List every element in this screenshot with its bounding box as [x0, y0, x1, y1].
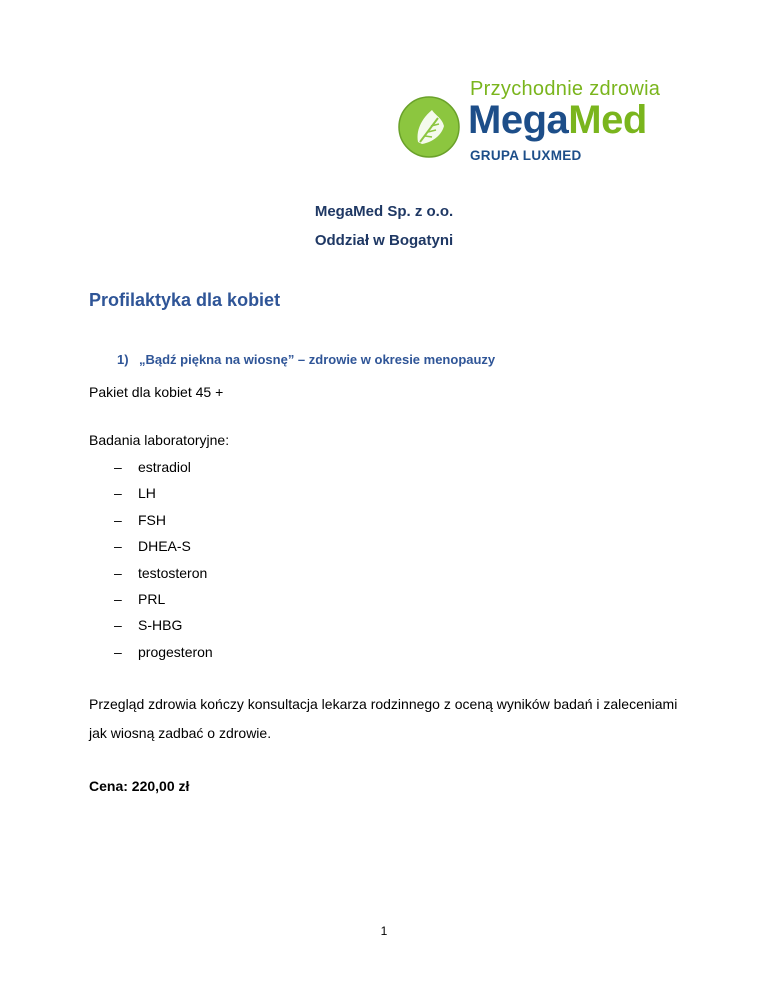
logo-brand [468, 96, 647, 144]
section-title: Profilaktyka dla kobiet [89, 290, 281, 310]
summary-paragraph: Przegląd zdrowia kończy konsultacja lekarza rodzinnego z oceną wyników badań i zaleceniami jak wiosną zadbać o zdrowie. [89, 696, 678, 741]
logo-group-name: GRUPA LUXMED [470, 148, 582, 163]
megamed-logo [398, 78, 698, 168]
dash-bullet: – [114, 459, 122, 475]
logo-brand-med: Med [568, 98, 647, 142]
lab-test-label: S-HBG [138, 617, 183, 634]
logo-tagline: Przychodnie zdrowia [470, 78, 661, 100]
company-name: MegaMed Sp. z o.o. [314, 203, 454, 220]
dash-bullet: – [114, 511, 122, 528]
logo-brand-mega: Mega [468, 98, 569, 142]
lab-test-label: FSH [138, 511, 166, 528]
lab-test-label: testosteron [138, 564, 208, 581]
dash-bullet: – [114, 538, 122, 555]
lab-tests-heading: Badania laboratoryjne: [89, 432, 230, 448]
offer-heading [117, 352, 495, 367]
lab-test-label: PRL [138, 590, 166, 607]
lab-test-label: LH [138, 485, 156, 502]
branch-name: Oddział w Bogatyni [314, 232, 454, 249]
lab-test-label: DHEA-S [138, 538, 191, 555]
dash-bullet: – [114, 590, 122, 607]
dash-bullet: – [114, 485, 122, 502]
lab-test-label: progesteron [138, 643, 213, 660]
offer-number: 1) [117, 352, 129, 367]
dash-bullet: – [114, 617, 122, 634]
price-label: Cena: 220,00 zł [89, 778, 190, 794]
offer-title: „Bądź piękna na wiosnę” – zdrowie w okresie menopauzy [139, 352, 496, 367]
oak-leaf-emblem-icon [398, 96, 460, 158]
lab-test-label: estradiol [138, 459, 191, 475]
package-description: Pakiet dla kobiet 45 + [89, 384, 224, 400]
page-number: 1 [380, 924, 388, 938]
dash-bullet: – [114, 643, 122, 660]
dash-bullet: – [114, 564, 122, 581]
